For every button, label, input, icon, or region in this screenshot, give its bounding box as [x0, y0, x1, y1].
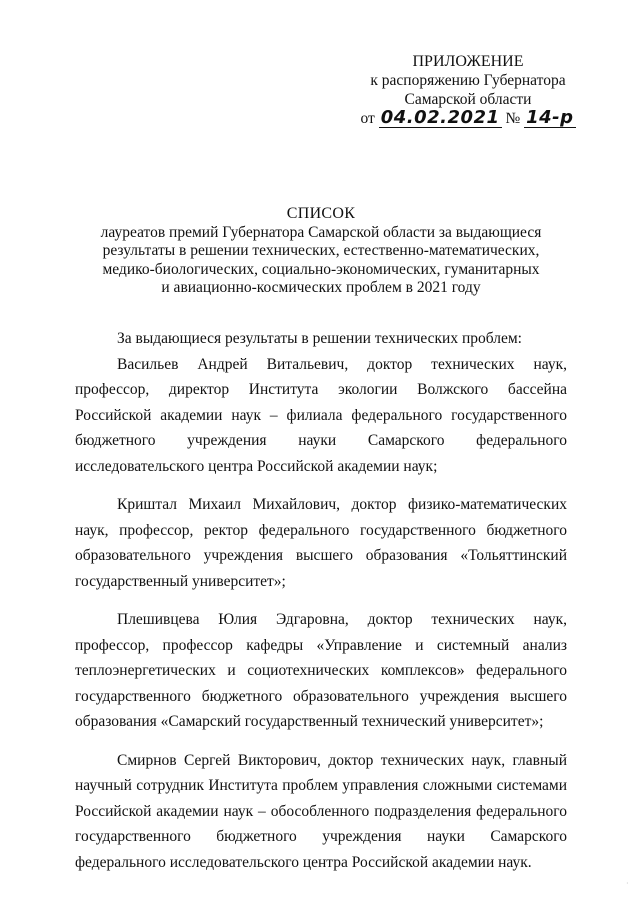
- document-body: [75, 326, 567, 888]
- handwritten-date: 04.02.2021: [380, 107, 500, 128]
- title-line: и авиационно-космических проблем в 2021 году: [161, 279, 481, 296]
- laureate-paragraph: Плешивцева Юлия Эдгаровна, доктор технических наук, профессор, профессор кафедры «Управление и системный анализ теплоэнергетических и социотехнических комплексов» федерального государственного бюджетного образовательного учреждения высшего образования «Самарский государственный технический университет»;: [75, 611, 567, 730]
- document-heading: СПИСОК: [286, 205, 356, 222]
- appendix-date-line: [350, 109, 586, 128]
- number-prefix: №: [505, 110, 521, 127]
- title-line: лауреатов премий Губернатора Самарской области за выдающиеся: [100, 223, 542, 241]
- title-line: медико-биологических, социально-экономических, гуманитарных: [102, 260, 540, 278]
- date-prefix: от: [360, 110, 375, 127]
- appendix-title: ПРИЛОЖЕНИЕ: [412, 53, 524, 70]
- appendix-header: [350, 52, 586, 128]
- laureate-paragraph: Васильев Андрей Витальевич, доктор технических наук, профессор, директор Института экологии Волжского бассейна Российской академии наук – филиала федерального государственного бюджетного учреждения науки Самарского федерального исследовательского центра Российской академии наук;: [75, 355, 567, 475]
- title-line: результаты в решении технических, естественно-математических,: [102, 242, 540, 259]
- appendix-line-region: Самарской области: [404, 91, 532, 108]
- handwritten-number: 14-р: [526, 107, 574, 128]
- appendix-line-order: к распоряжению Губернатора: [370, 72, 566, 89]
- laureate-paragraph: Криштал Михаил Михайлович, доктор физико-математических наук, профессор, ректор федерального государственного бюджетного образовательного учреждения высшего образования «Тольяттинский государственный университет»;: [75, 496, 567, 590]
- document-title-block: [75, 205, 567, 298]
- section-intro: За выдающиеся результаты в решении технических проблем:: [117, 330, 522, 347]
- scan-mark: ·: [626, 879, 629, 888]
- laureate-paragraph: Смирнов Сергей Викторович, доктор технических наук, главный научный сотрудник Института проблем управления сложными системами Российской академии наук – обособленного подразделения федерального государственного бюджетного учреждения науки Самарского федерального исследовательского центра Российской академии наук.: [75, 751, 567, 871]
